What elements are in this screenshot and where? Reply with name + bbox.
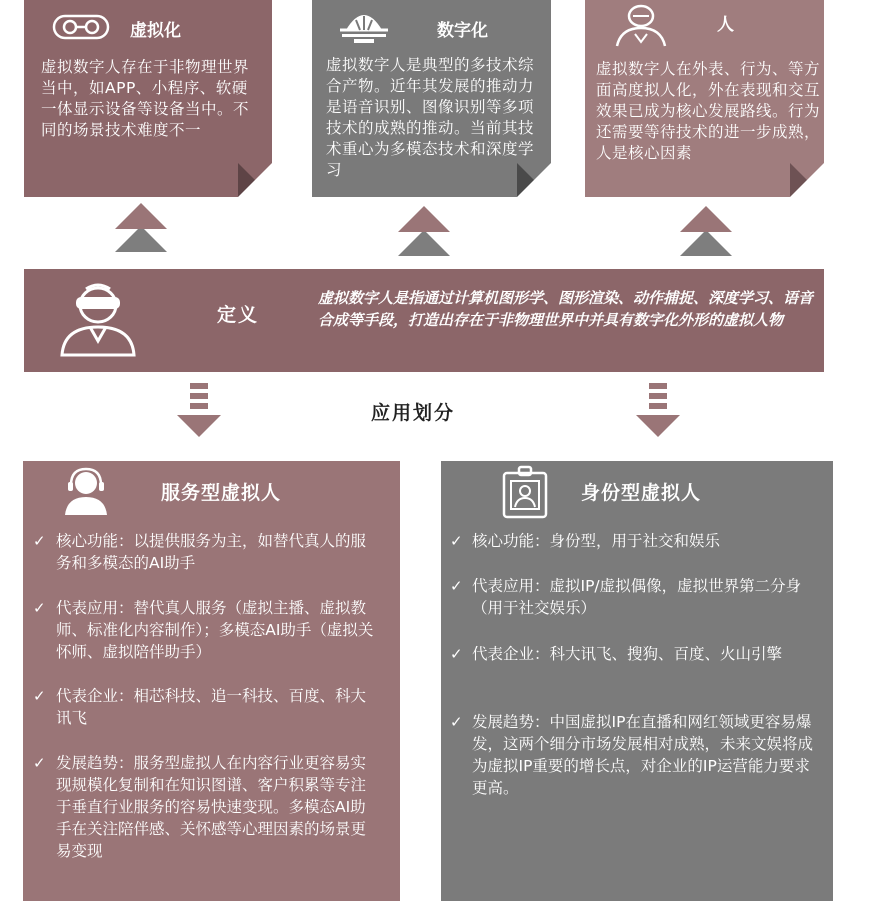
check-icon: ✓ (450, 645, 463, 663)
box-title: 人 (717, 15, 734, 35)
identity-virtual-human-box (441, 461, 833, 901)
check-icon: ✓ (33, 754, 46, 772)
bullet-applications: 代表应用：替代真人服务（虚拟主播、虚拟教师、标准化内容制作）；多模态AI助手（虚拟关怀师、虚拟陪伴助手） (56, 599, 374, 661)
box-text: 虚拟数字人在外表、行为、等方面高度拟人化，外在表现和交互效果已成为核心发展路线。行为还需要等待技术的进一步成熟，人是核心因素 (596, 60, 821, 162)
fold-corner-white (238, 163, 272, 197)
down-arrow-right (636, 383, 680, 439)
vr-glasses-icon (52, 12, 110, 42)
bullet-core-function: 核心功能：以提供服务为主，如替代真人的服务和多模态的AI助手 (56, 532, 367, 572)
person-icon (613, 4, 669, 48)
down-arrow-left (177, 383, 221, 439)
bullet-trend: 发展趋势：服务型虚拟人在内容行业更容易实现规模化复制和在知识图谱、客户积累等专注于垂直行业服务的容易快速变现。多模态AI助手在关注陪伴感、关怀感等心理因素的场景更易变现 (56, 754, 367, 860)
box-title: 虚拟化 (130, 21, 181, 41)
box-human (585, 0, 824, 197)
definition-text: 虚拟数字人是指通过计算机图形学、图形渲染、动作捕捉、深度学习、语音合成等手段，打造出存在于非物理世界中并具有数字化外形的虚拟人物 (318, 289, 814, 329)
headset-person-icon (61, 467, 111, 517)
bullet-applications: 代表应用：虚拟IP/虚拟偶像，虚拟世界第二分身（用于社交娱乐） (472, 577, 802, 617)
box-title: 数字化 (437, 21, 488, 41)
bullet-core-function: 核心功能：身份型，用于社交和娱乐 (472, 532, 721, 550)
digital-monitor-icon (336, 6, 392, 46)
box-text: 虚拟数字人存在于非物理世界当中，如APP、小程序、软硬一体显示设备等设备当中。不同的场景技术难度不一 (41, 58, 250, 139)
box-title: 身份型虚拟人 (581, 482, 702, 504)
bullet-companies: 代表企业：科大讯飞、搜狗、百度、火山引擎 (472, 645, 783, 663)
check-icon: ✓ (450, 713, 463, 731)
check-icon: ✓ (33, 599, 46, 617)
box-digitalization (312, 0, 551, 197)
bullet-trend: 发展趋势：中国虚拟IP在直播和网红领域更容易爆发，这两个细分市场发展相对成熟，未来文娱将成为虚拟IP重要的增长点，对企业的IP运营能力要求更高。 (472, 713, 814, 797)
box-virtualization (24, 0, 272, 197)
fold-corner-white (790, 163, 824, 197)
service-virtual-human-box (23, 461, 400, 901)
definition-title: 定义 (217, 304, 260, 326)
check-icon: ✓ (450, 532, 463, 550)
vr-person-icon (58, 283, 138, 357)
application-label: 应用划分 (371, 402, 456, 424)
box-title: 服务型虚拟人 (161, 482, 282, 504)
check-icon: ✓ (33, 532, 46, 550)
id-badge-icon (501, 465, 549, 519)
bullet-companies: 代表企业：相芯科技、追一科技、百度、科大讯飞 (56, 687, 367, 727)
box-text: 虚拟数字人是典型的多技术综合产物。近年其发展的推动力是语音识别、图像识别等多项技术的成熟的推动。当前其技术重心为多模态技术和深度学习 (326, 56, 535, 179)
check-icon: ✓ (33, 687, 46, 705)
check-icon: ✓ (450, 577, 463, 595)
